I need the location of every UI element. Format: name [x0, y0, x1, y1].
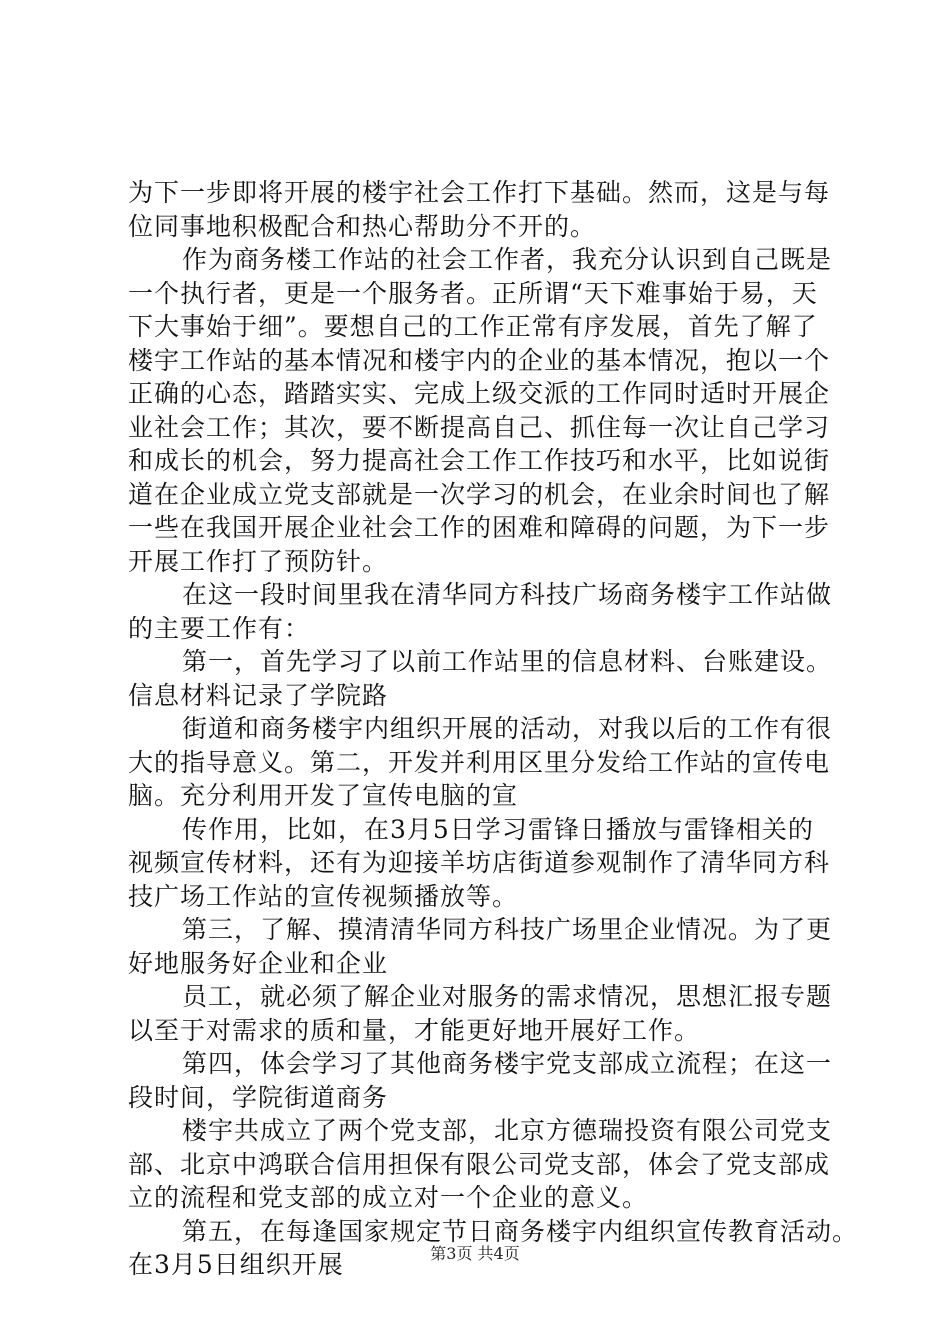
text-line: 第四，体会学习了其他商务楼宇党支部成立流程；在这一 [182, 1049, 833, 1078]
text-line: 位同事地积极配合和热心帮助分不开的。 [128, 211, 597, 241]
text-line: 以至于对需求的质和量，才能更好地开展好工作。 [128, 1015, 701, 1045]
text-line: 作为商务楼工作站的社会工作者，我充分认识到自己既是 [182, 245, 833, 274]
text-line: 脑。充分利用开发了宣传电脑的宣 [128, 781, 519, 810]
text-line: 员工，就必须了解企业对服务的需求情况，思想汇报专题 [182, 982, 833, 1011]
page-number-label: 第3页 共4页 [430, 1244, 520, 1263]
text-line: 部、北京中鸿联合信用担保有限公司党支部，体会了党支部成 [128, 1149, 831, 1179]
text-line: 业社会工作；其次，要不断提高自己、抓住每一次让自己学习 [128, 412, 831, 442]
text-line: 的主要工作有： [128, 613, 311, 643]
page-footer [0, 1241, 950, 1264]
text-line: 为下一步即将开展的楼宇社会工作打下基础。然而，这是与每 [128, 178, 831, 207]
text-line: 第五，在每逢国家规定节日商务楼宇内组织宣传教育活动。 [182, 1216, 859, 1246]
text-line: 视频宣传材料，还有为迎接羊坊店街道参观制作了清华同方科 [128, 848, 831, 877]
text-line: 在这一段时间里我在清华同方科技广场商务楼宇工作站做 [182, 580, 833, 609]
text-line: 一些在我国开展企业社会工作的困难和障碍的问题，为下一步 [128, 513, 831, 542]
text-line: 和成长的机会，努力提高社会工作工作技巧和水平，比如说街 [128, 446, 831, 475]
text-line: 开展工作打了预防针。 [128, 546, 389, 576]
text-line: 技广场工作站的宣传视频播放等。 [128, 881, 519, 911]
text-line: 信息材料记录了学院路 [128, 680, 389, 710]
text-line: 道在企业成立党支部就是一次学习的机会，在业余时间也了解 [128, 479, 831, 509]
text-line: 一个执行者，更是一个服务者。正所谓“天下难事始于易，天 [128, 278, 818, 308]
text-line: 街道和商务楼宇内组织开展的活动，对我以后的工作有很 [182, 714, 833, 743]
text-line: 立的流程和党支部的成立对一个企业的意义。 [128, 1183, 649, 1212]
text-line: 楼宇工作站的基本情况和楼宇内的企业的基本情况，抱以一个 [128, 345, 831, 375]
text-line: 楼宇共成立了两个党支部，北京方德瑞投资有限公司党支 [182, 1116, 833, 1145]
text-line: 段时间，学院街道商务 [128, 1082, 389, 1112]
text-line: 第三，了解、摸清清华同方科技广场里企业情况。为了更 [182, 915, 833, 944]
text-line: 正确的心态，踏踏实实、完成上级交派的工作同时适时开展企 [128, 379, 831, 408]
text-line: 大的指导意义。第二，开发并利用区里分发给工作站的宣传电 [128, 747, 831, 777]
text-line: 第一，首先学习了以前工作站里的信息材料、台账建设。 [182, 647, 833, 676]
document-body [128, 176, 859, 1282]
text-line: 传作用，比如，在3月5日学习雷锋日播放与雷锋相关的 [182, 814, 814, 844]
text-line: 好地服务好企业和企业 [128, 948, 389, 978]
text-line: 下大事始于细”。要想自己的工作正常有序发展，首先了解了 [128, 312, 818, 341]
text-line: 在3月5日组织开展 [128, 1250, 344, 1279]
